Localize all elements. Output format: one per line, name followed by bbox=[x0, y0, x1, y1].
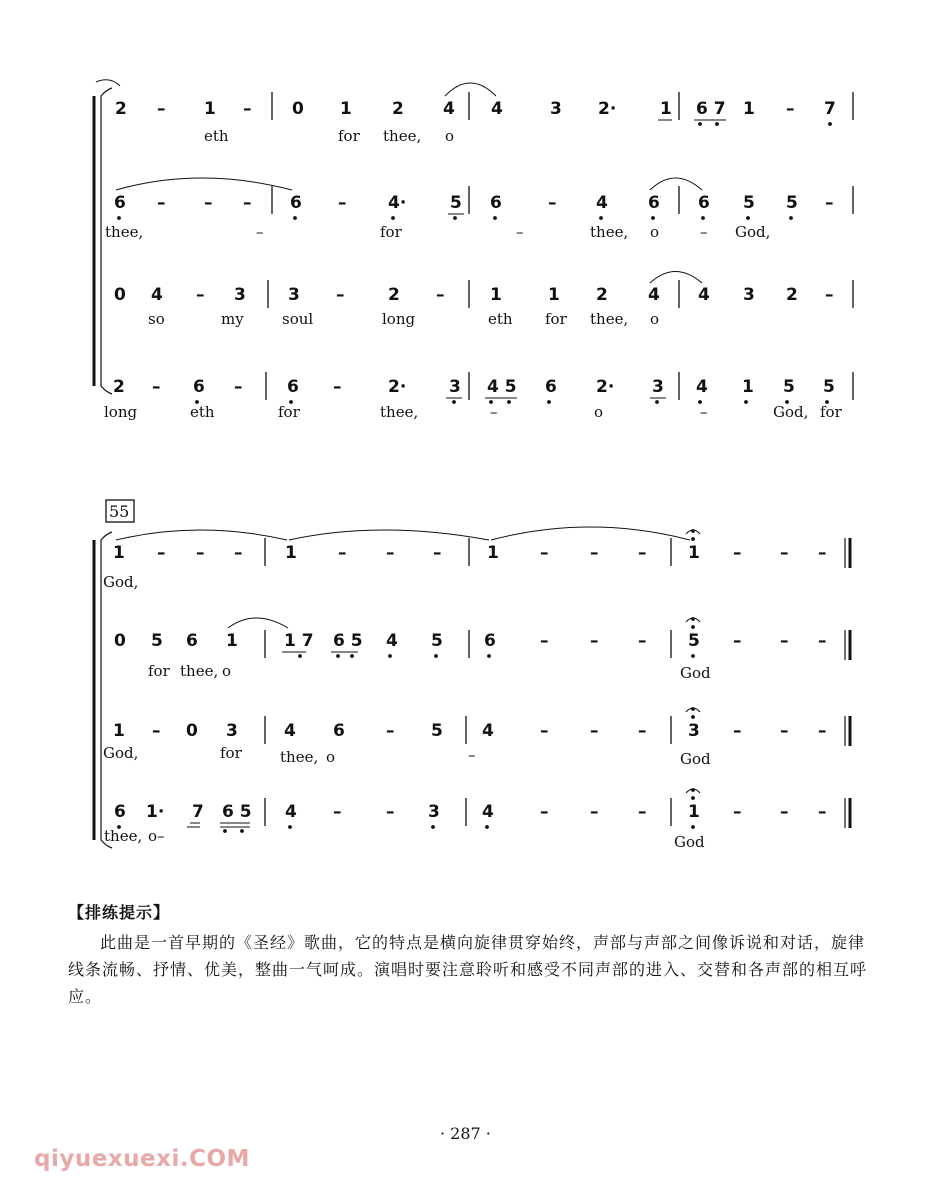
note: – bbox=[825, 193, 834, 213]
staff-4-marks-s2 bbox=[118, 789, 700, 833]
note: – bbox=[780, 543, 789, 563]
note: 1 bbox=[742, 377, 754, 397]
note: 6 bbox=[114, 802, 126, 822]
note: – bbox=[196, 543, 205, 563]
lyric: God bbox=[680, 664, 711, 682]
lyric: thee, bbox=[380, 403, 419, 421]
lyric: o bbox=[326, 748, 336, 766]
staff-1-lyrics-s2 bbox=[103, 573, 138, 591]
lyric: thee, bbox=[383, 127, 422, 145]
lyric: o bbox=[650, 310, 660, 328]
lyric: for bbox=[338, 127, 360, 145]
note: 4 bbox=[596, 193, 608, 213]
note: 2 bbox=[786, 285, 798, 305]
lyric: God, bbox=[103, 744, 139, 762]
lyric: – bbox=[256, 223, 264, 241]
note: 2· bbox=[598, 99, 617, 119]
note: – bbox=[548, 193, 557, 213]
system-2-barlines bbox=[265, 538, 671, 826]
lyric: for bbox=[278, 403, 300, 421]
lyric: God bbox=[680, 750, 711, 768]
staff-3-marks-s2 bbox=[686, 708, 700, 719]
note: 5 bbox=[431, 631, 443, 651]
final-barlines bbox=[845, 538, 850, 828]
watermark-logo: qiyuexuexi.COM bbox=[34, 1146, 250, 1172]
note: – bbox=[540, 631, 549, 651]
note: – bbox=[638, 543, 647, 563]
lyric: thee, bbox=[180, 662, 219, 680]
note: 1 7 bbox=[284, 631, 314, 651]
note: – bbox=[243, 99, 252, 119]
rehearsal-mark-label: 55 bbox=[109, 502, 130, 521]
rehearsal-hint bbox=[68, 900, 868, 1010]
note: 1 bbox=[340, 99, 352, 119]
note: 1 bbox=[285, 543, 297, 563]
note: – bbox=[152, 721, 161, 741]
note: – bbox=[386, 543, 395, 563]
lyric: eth bbox=[190, 403, 215, 421]
note: 6 bbox=[545, 377, 557, 397]
note: 1 bbox=[204, 99, 216, 119]
note: 5 bbox=[783, 377, 795, 397]
staff-1-marks bbox=[445, 83, 831, 125]
staff-2-lyrics bbox=[105, 223, 770, 241]
staff-3-lyrics bbox=[148, 310, 659, 328]
lyric: eth bbox=[488, 310, 513, 328]
note: – bbox=[540, 543, 549, 563]
staff-1-notes bbox=[115, 99, 836, 119]
lyric: my bbox=[221, 310, 244, 328]
note: – bbox=[196, 285, 205, 305]
note: – bbox=[590, 721, 599, 741]
note: – bbox=[780, 631, 789, 651]
note: 4 bbox=[482, 802, 494, 822]
note: – bbox=[338, 543, 347, 563]
lyric: o bbox=[594, 403, 604, 421]
staff-4-lyrics-s2 bbox=[104, 827, 705, 851]
note: 6 bbox=[484, 631, 496, 651]
note: – bbox=[733, 631, 742, 651]
note: 3 bbox=[743, 285, 755, 305]
note: – bbox=[338, 193, 347, 213]
lyric: God bbox=[674, 833, 705, 851]
note: – bbox=[234, 377, 243, 397]
note: – bbox=[590, 631, 599, 651]
note: 4 bbox=[386, 631, 398, 651]
staff-1-lyrics bbox=[204, 127, 454, 145]
note: 5 bbox=[688, 631, 700, 651]
note: – bbox=[818, 543, 827, 563]
note: 3 bbox=[550, 99, 562, 119]
lyric: thee, bbox=[280, 748, 319, 766]
lyric: long bbox=[382, 310, 416, 328]
note: 5 bbox=[786, 193, 798, 213]
lyric: for bbox=[380, 223, 402, 241]
staff-1-marks-s2 bbox=[116, 527, 700, 540]
note: 0 bbox=[186, 721, 198, 741]
note: 2 bbox=[115, 99, 127, 119]
note: – bbox=[157, 99, 166, 119]
note: 4· bbox=[388, 193, 407, 213]
note: 5 bbox=[151, 631, 163, 651]
page-number: · 287 · bbox=[440, 1124, 491, 1143]
staff-3-notes-s2 bbox=[113, 721, 827, 741]
lyric: for bbox=[820, 403, 842, 421]
note: 1 bbox=[226, 631, 238, 651]
note: 2 bbox=[388, 285, 400, 305]
note: – bbox=[540, 721, 549, 741]
lyric: so bbox=[148, 310, 165, 328]
lyric: – bbox=[700, 223, 708, 241]
note: 6 bbox=[193, 377, 205, 397]
note: – bbox=[638, 721, 647, 741]
staff-2-notes-s2 bbox=[114, 631, 827, 651]
note: – bbox=[157, 543, 166, 563]
note: – bbox=[433, 543, 442, 563]
note: 3 bbox=[652, 377, 664, 397]
note: 6 bbox=[490, 193, 502, 213]
note: 4 bbox=[482, 721, 494, 741]
note: – bbox=[333, 802, 342, 822]
note: 1 bbox=[113, 543, 125, 563]
note: 5 bbox=[823, 377, 835, 397]
rehearsal-hint-title: 【排练提示】 bbox=[68, 903, 171, 922]
note: 4 5 bbox=[487, 377, 517, 397]
note: 4 bbox=[285, 802, 297, 822]
staff-2-notes bbox=[114, 193, 834, 213]
lyric: God, bbox=[735, 223, 771, 241]
note: 1 bbox=[688, 543, 700, 563]
note: 3 bbox=[288, 285, 300, 305]
rehearsal-hint-body: 此曲是一首早期的《圣经》歌曲，它的特点是横向旋律贯穿始终，声部与声部之间像诉说和对话，旋律线条流畅、抒情、优美，整曲一气呵成。演唱时要注意聆听和感受不同声部的进入、交替和各声部的相互呼应。 bbox=[68, 933, 868, 1006]
note: 1 bbox=[548, 285, 560, 305]
note: – bbox=[590, 543, 599, 563]
note: 7 bbox=[192, 802, 204, 822]
note: 0 bbox=[114, 631, 126, 651]
note: 4 bbox=[698, 285, 710, 305]
lyric: o bbox=[222, 662, 232, 680]
note: 1 bbox=[688, 802, 700, 822]
note: 1 bbox=[743, 99, 755, 119]
lyric: – bbox=[490, 403, 498, 421]
note: – bbox=[786, 99, 795, 119]
note: 1 bbox=[487, 543, 499, 563]
note: – bbox=[780, 721, 789, 741]
lyric: o bbox=[445, 127, 455, 145]
note: 6 bbox=[333, 721, 345, 741]
note: – bbox=[336, 285, 345, 305]
lyric: – bbox=[516, 223, 524, 241]
note: 6 5 bbox=[222, 802, 252, 822]
lyric: soul bbox=[282, 310, 314, 328]
staff-4-notes-s2 bbox=[114, 802, 827, 822]
lyric: God, bbox=[103, 573, 139, 591]
lyric: o bbox=[650, 223, 660, 241]
staff-3-notes bbox=[114, 285, 834, 305]
note: 5 bbox=[431, 721, 443, 741]
note: – bbox=[818, 802, 827, 822]
note: – bbox=[243, 193, 252, 213]
note: 6 bbox=[290, 193, 302, 213]
note: 6 7 bbox=[696, 99, 726, 119]
note: 0 bbox=[114, 285, 126, 305]
staff-4-lyrics bbox=[104, 403, 843, 421]
note: 4 bbox=[648, 285, 660, 305]
note: – bbox=[590, 802, 599, 822]
note: 2 bbox=[596, 285, 608, 305]
note: – bbox=[780, 802, 789, 822]
note: 3 bbox=[226, 721, 238, 741]
note: – bbox=[818, 721, 827, 741]
lyric: God, bbox=[773, 403, 809, 421]
note: – bbox=[825, 285, 834, 305]
note: 6 bbox=[698, 193, 710, 213]
note: – bbox=[157, 193, 166, 213]
lyric: for bbox=[220, 744, 242, 762]
note: 3 bbox=[428, 802, 440, 822]
note: – bbox=[234, 543, 243, 563]
lyric: thee, bbox=[590, 223, 629, 241]
note: 1 bbox=[660, 99, 672, 119]
note: – bbox=[733, 543, 742, 563]
note: 6 bbox=[648, 193, 660, 213]
note: 5 bbox=[450, 193, 462, 213]
note: 3 bbox=[688, 721, 700, 741]
lyric: for bbox=[148, 662, 170, 680]
rehearsal-mark bbox=[106, 500, 134, 522]
lyric: o– bbox=[148, 827, 165, 845]
lyric: thee, bbox=[105, 223, 144, 241]
note: 3 bbox=[234, 285, 246, 305]
note: – bbox=[436, 285, 445, 305]
note: 5 bbox=[743, 193, 755, 213]
note: 6 5 bbox=[333, 631, 363, 651]
note: – bbox=[638, 802, 647, 822]
note: – bbox=[733, 721, 742, 741]
note: – bbox=[733, 802, 742, 822]
note: 6 bbox=[186, 631, 198, 651]
lyric: thee, bbox=[590, 310, 629, 328]
note: 4 bbox=[284, 721, 296, 741]
note: – bbox=[333, 377, 342, 397]
staff-3-lyrics-s2 bbox=[103, 744, 711, 768]
note: 1 bbox=[113, 721, 125, 741]
note: 7 bbox=[824, 99, 836, 119]
note: 4 bbox=[491, 99, 503, 119]
note: 2 bbox=[392, 99, 404, 119]
staff-4-notes bbox=[113, 377, 835, 397]
lyric: for bbox=[545, 310, 567, 328]
note: – bbox=[818, 631, 827, 651]
staff-1-notes-s2 bbox=[113, 543, 827, 563]
note: 4 bbox=[151, 285, 163, 305]
note: – bbox=[540, 802, 549, 822]
note: 6 bbox=[114, 193, 126, 213]
note: – bbox=[386, 802, 395, 822]
note: – bbox=[386, 721, 395, 741]
note: 4 bbox=[443, 99, 455, 119]
lyric: eth bbox=[204, 127, 229, 145]
note: 0 bbox=[292, 99, 304, 119]
note: 2 bbox=[113, 377, 125, 397]
note: – bbox=[638, 631, 647, 651]
note: – bbox=[204, 193, 213, 213]
lyric: thee, bbox=[104, 827, 143, 845]
staff-2-lyrics-s2 bbox=[148, 662, 711, 682]
note: 1· bbox=[146, 802, 165, 822]
note: 3 bbox=[449, 377, 461, 397]
lyric: long bbox=[104, 403, 138, 421]
lyric: – bbox=[700, 403, 708, 421]
note: 2· bbox=[388, 377, 407, 397]
note: 6 bbox=[287, 377, 299, 397]
note: 4 bbox=[696, 377, 708, 397]
note: – bbox=[152, 377, 161, 397]
staff-3-marks bbox=[650, 272, 702, 284]
lyric: – bbox=[468, 746, 476, 764]
note: 2· bbox=[596, 377, 615, 397]
note: 1 bbox=[490, 285, 502, 305]
